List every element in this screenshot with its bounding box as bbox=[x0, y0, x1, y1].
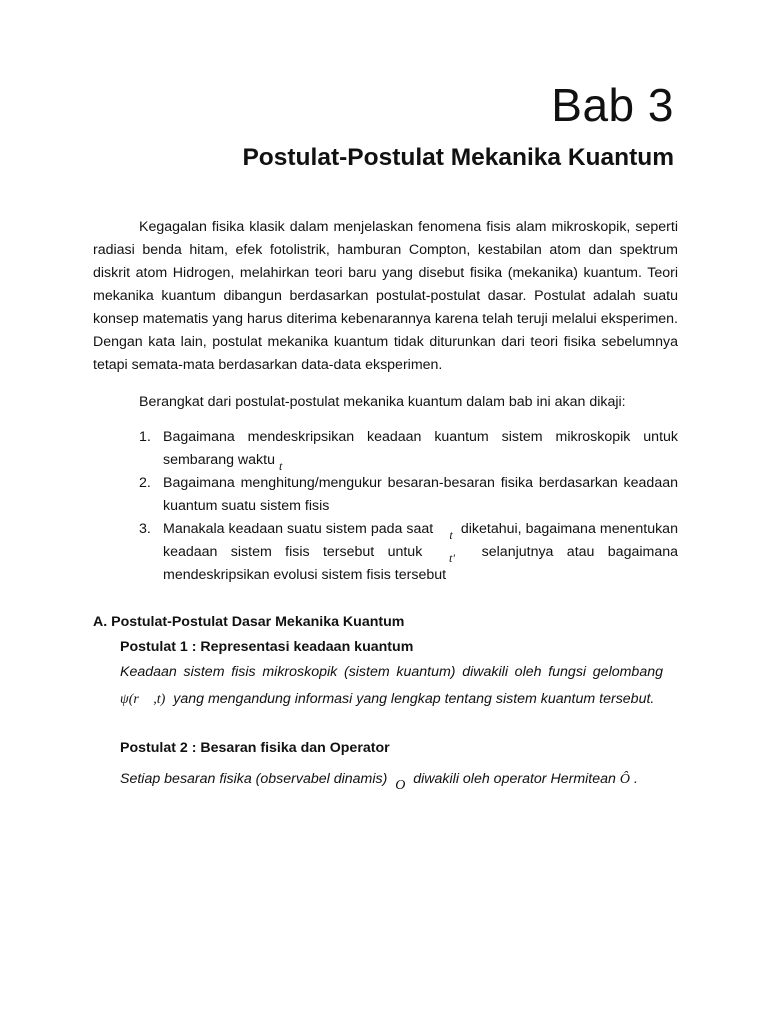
chapter-number: Bab 3 bbox=[551, 79, 674, 131]
question-text: Manakala keadaan suatu sistem pada saat bbox=[163, 521, 434, 537]
list-number: 3. bbox=[139, 521, 151, 537]
intro-sentence: Berangkat dari postulat-postulat mekanika kuantum dalam bab ini akan dikaji: bbox=[139, 394, 626, 410]
list-number: 1. bbox=[139, 429, 151, 445]
time-symbol: t bbox=[449, 528, 453, 542]
wavefunction-symbol: ψ(r⃗ ,t) bbox=[120, 692, 166, 707]
question-text: selanjutnya atau bagaimana mendeskripsikan evolusi sistem fisis tersebut bbox=[163, 544, 678, 583]
list-item bbox=[139, 518, 678, 587]
postulat-2-title: Postulat 2 : Besaran fisika dan Operator bbox=[120, 740, 390, 756]
intro-paragraph: Kegagalan fisika klasik dalam menjelaskan fenomena fisis alam mikroskopik, seperti radiasi benda hitam, efek fotolistrik, hamburan Compton, kestabilan atom dan spektrum diskrit atom Hidrogen, melahirkan teori baru yang disebut fisika (mekanika) kuantum. Teori mekanika kuantum dibangun berdasarkan postulat-postulat dasar. Postulat adalah suatu konsep matematis yang harus diterima kebenarannya karena telah teruji melalui eksperimen. Dengan kata lain, postulat mekanika kuantum tidak diturunkan dari teori fisika sebelumnya tetapi semata-mata berdasarkan data-data eksperimen. bbox=[93, 219, 678, 373]
section-heading: A. Postulat-Postulat Dasar Mekanika Kuantum bbox=[93, 614, 405, 630]
postulat-1-line2: yang mengandung informasi yang lengkap tentang sistem kuantum tersebut. bbox=[173, 691, 655, 707]
question-text: diketahui, bagaimana menentukan keadaan sistem fisis tersebut untuk bbox=[163, 521, 678, 560]
list-item bbox=[139, 426, 678, 472]
time-symbol: t bbox=[278, 459, 283, 473]
list-item bbox=[139, 472, 678, 518]
question-list bbox=[139, 426, 678, 587]
postulat-1-title: Postulat 1 : Representasi keadaan kuantum bbox=[120, 639, 414, 655]
observable-symbol: O bbox=[395, 778, 406, 793]
list-text bbox=[163, 426, 678, 472]
postulat-1-text-cont bbox=[120, 688, 654, 711]
list-text bbox=[163, 518, 678, 587]
postulat-2-text-a: Setiap besaran fisika (observabel dinamis) bbox=[120, 771, 388, 787]
time-prime-symbol: t' bbox=[449, 551, 455, 565]
postulat-2-text bbox=[120, 768, 638, 791]
question-text: Bagaimana mendeskripsikan keadaan kuantum sistem mikroskopik untuk sembarang waktu bbox=[163, 429, 678, 468]
postulat-2-text-b: diwakili oleh operator Hermitean bbox=[413, 771, 616, 787]
postulat-2-period: . bbox=[634, 771, 638, 787]
list-text: Bagaimana menghitung/mengukur besaran-besaran fisika berdasarkan keadaan kuantum suatu sistem fisis bbox=[163, 475, 678, 514]
list-number: 2. bbox=[139, 475, 151, 491]
postulat-1-text: Keadaan sistem fisis mikroskopik (sistem kuantum) diwakili oleh fungsi gelombang bbox=[120, 664, 663, 680]
chapter-title: Postulat-Postulat Mekanika Kuantum bbox=[242, 144, 674, 171]
operator-symbol: Ô bbox=[619, 772, 631, 787]
